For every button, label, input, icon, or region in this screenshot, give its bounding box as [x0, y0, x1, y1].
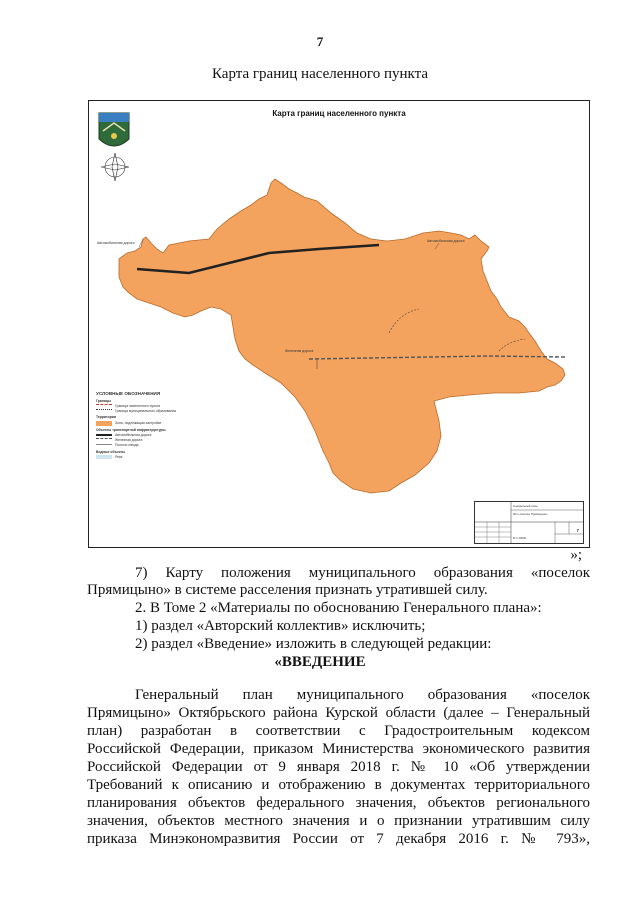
title-block-stamp: [474, 501, 584, 544]
legend-item: Автомобильная дорога: [115, 432, 152, 437]
stamp-sheet: 7: [576, 528, 579, 533]
stamp-org: Генеральный план: [513, 504, 538, 508]
intro-line: Российской Федерации от 9 января 2018 г. № 10 «Об утверждении: [87, 759, 590, 775]
legend-item: Река: [115, 454, 123, 459]
intro-line: Генеральный план муниципального образования «поселок: [135, 687, 590, 703]
legend-item: Полоса отвода: [115, 443, 139, 448]
paragraph-introduction: 2) раздел «Введение» изложить в следующей редакции:: [135, 636, 492, 652]
intro-line: Российской Федерации, приказом Министерства экономического развития: [87, 741, 590, 757]
paragraph-volume-2: 2. В Томе 2 «Материалы по обоснованию Генерального плана»:: [135, 600, 542, 616]
compass-rose-icon: [101, 153, 129, 181]
legend-item: Железная дорога: [115, 438, 143, 443]
stamp-doc: МО «поселок Прямицыно»: [513, 512, 548, 516]
intro-line: значения, объектов местного значения и о признании утратившим силу: [87, 813, 590, 829]
map-inner-title: Карта границ населенного пункта: [272, 109, 406, 118]
legend-item: Граница муниципального образования: [115, 409, 177, 414]
map-frame: [88, 100, 590, 548]
intro-line: Прямицыно» Октябрьского района Курской области (далее – Генеральный: [87, 705, 590, 721]
paragraph-item-7-cont: Прямицыно» в системе расселения признать утратившей силу.: [87, 582, 488, 598]
map-label-right-road: Автомобильная дорога: [427, 239, 465, 243]
map-label-rail: Железная дорога: [285, 349, 314, 353]
stamp-grid: [475, 502, 583, 543]
closing-quote: »;: [570, 547, 582, 563]
intro-line: планирования объектов федерального значения, объектов регионального: [87, 795, 590, 811]
paragraph-authors: 1) раздел «Авторский коллектив» исключить;: [135, 618, 426, 634]
legend-item: Граница населенного пункта: [115, 403, 160, 408]
map-canvas: [89, 101, 589, 547]
section-heading: «ВВЕДЕНИЕ: [274, 654, 366, 670]
map-legend: [96, 391, 286, 460]
page-number: 7: [316, 34, 324, 49]
map-caption: Карта границ населенного пункта: [211, 66, 428, 82]
legend-item: Территории: [96, 415, 116, 420]
stamp-scale: М 1:10000: [513, 536, 527, 540]
legend-item: Границы: [96, 398, 111, 403]
legend-item: Водные объекты: [96, 449, 126, 454]
intro-line: приказа Минэкономразвития России от 7 декабря 2016 г. № 793»,: [87, 831, 590, 847]
legend-item: Зона, подлежащая застройке: [115, 421, 162, 426]
paragraph-item-7: 7) Карту положения муниципального образования «поселок: [135, 565, 590, 581]
intro-line: Требований к описанию и отображению в документах территориального: [87, 777, 590, 793]
intro-line: план) разработан в соответствии с Градостроительным кодексом: [87, 723, 590, 739]
map-label-left-road: Автомобильная дорога: [97, 241, 135, 245]
legend-title: УСЛОВНЫЕ ОБОЗНАЧЕНИЯ: [96, 391, 161, 396]
legend-item: Объекты транспортной инфраструктуры: [96, 427, 166, 432]
